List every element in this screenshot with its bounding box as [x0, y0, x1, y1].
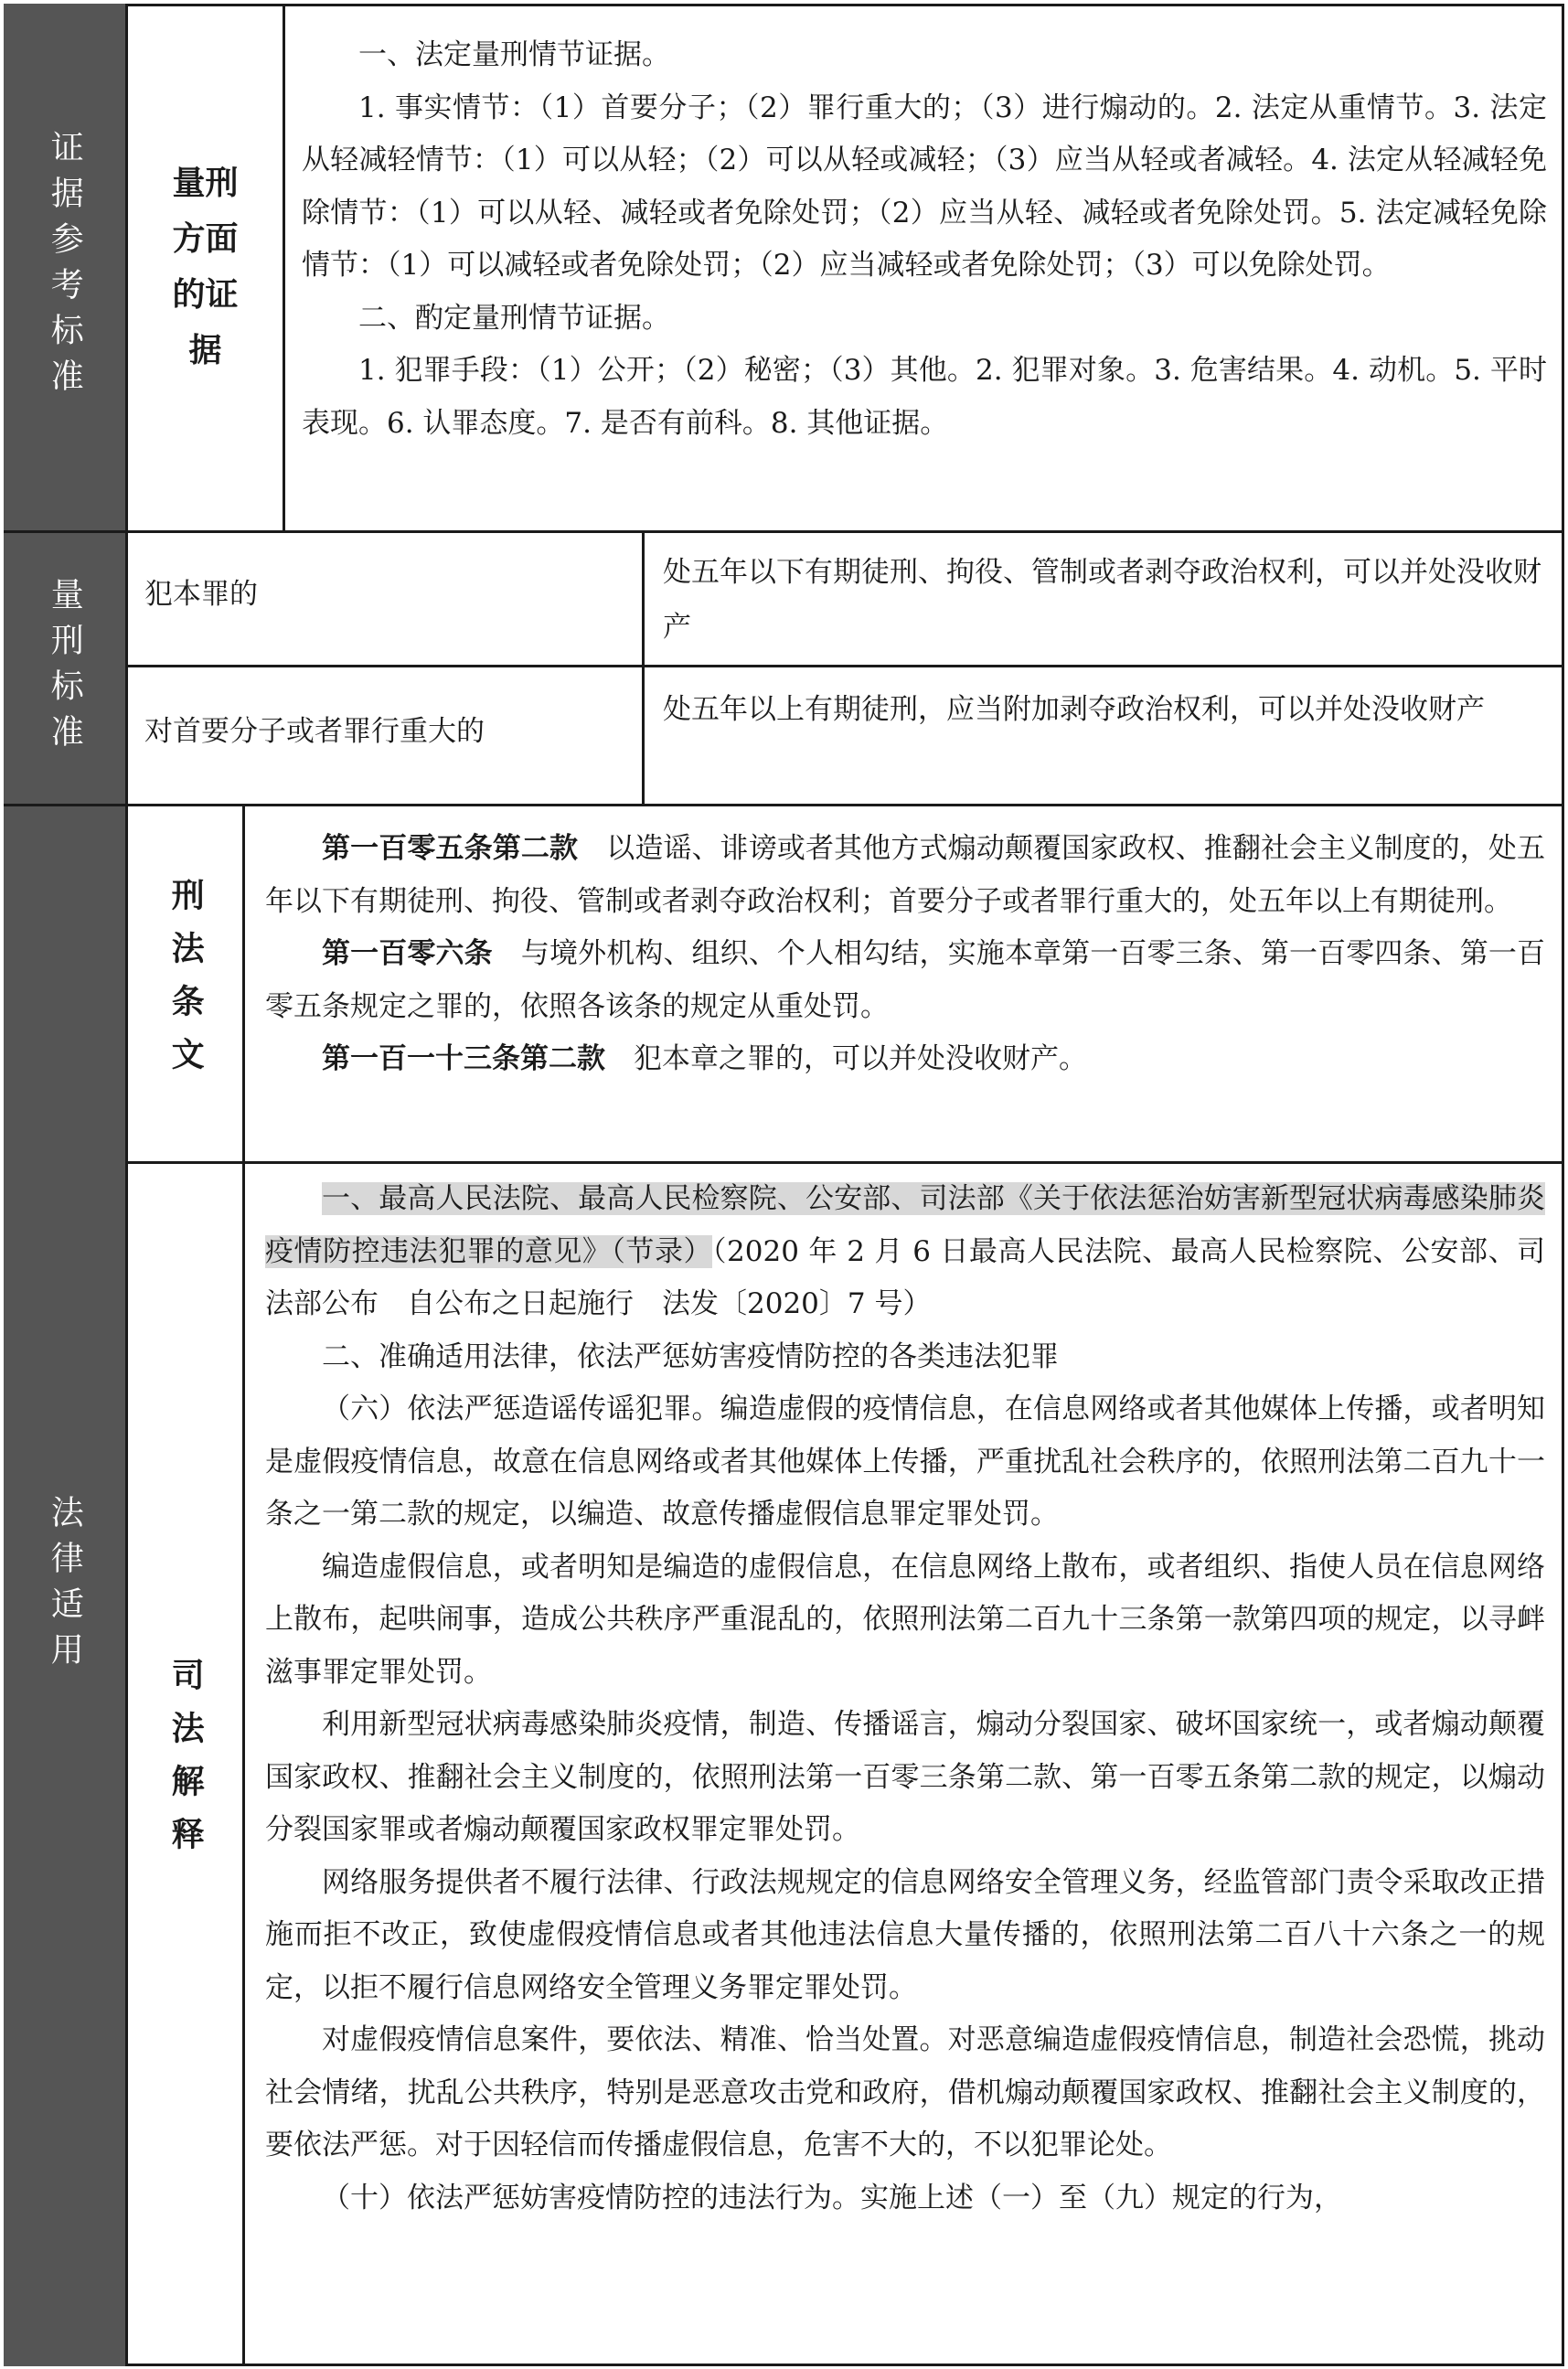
divider-evidence-sentencing — [4, 530, 1564, 533]
evidence-paragraph: 1. 事实情节：（1）首要分子；（2）罪行重大的；（3）进行煽动的。2. 法定从重情节。3. 法定从轻减轻情节：（1）可以从轻；（2）可以从轻或减轻；（3）应当从轻或者减轻。4. 法定从轻减轻免除情节：（1）可以从轻、减轻或者免除处罚；（2）应当从轻、减轻或者免除处罚。5. 法定减轻免除情节：（1）可以减轻或者免除处罚；（2）应当减轻或者免除处罚；（3）可以免除处罚。 — [302, 91, 1547, 282]
article-head: 第一百零五条第二款 — [322, 832, 579, 865]
sentencing-condition-1: 犯本罪的 — [144, 578, 258, 611]
section-sentencing-standard: 量刑标准 — [4, 533, 128, 804]
evidence-label — [128, 4, 283, 530]
interpretation-paragraph: （六）依法严惩造谣传谣犯罪。编造虚假的疫情信息，在信息网络或者其他媒体上传播，或者明知是虚假疫情信息，故意在信息网络或者其他媒体上传播，严重扰乱社会秩序的，依照刑法第二百九十一条之一第二款的规定，以编造、故意传播虚假信息罪定罪处罚。 — [265, 1393, 1545, 1531]
evidence-paragraph: 1. 犯罪手段：（1）公开；（2）秘密；（3）其他。2. 犯罪对象。3. 危害结果。4. 动机。5. 平时表现。6. 认罪态度。7. 是否有前科。8. 其他证据。 — [302, 354, 1547, 440]
interpretation-paragraph: 网络服务提供者不履行法律、行政法规规定的信息网络安全管理义务，经监管部门责令采取改正措施而拒不改正，致使虚假疫情信息或者其他违法信息大量传播的，依照刑法第二百八十六条之一的规定，以拒不履行信息网络安全管理义务罪定罪处罚。 — [265, 1865, 1545, 2004]
interpretation-paragraph: 二、准确适用法律，依法严惩妨害疫情防控的各类违法犯罪 — [322, 1339, 1059, 1373]
sentencing-condition-2: 对首要分子或者罪行重大的 — [144, 715, 485, 748]
interpretation-paragraph: 利用新型冠状病毒感染肺炎疫情，制造、传播谣言，煽动分裂国家、破坏国家统一，或者煽动颠覆国家政权、推翻社会主义制度的，依照刑法第一百零三条第二款、第一百零五条第二款的规定，以煽动分裂国家罪或者煽动颠覆国家政权罪定罪处罚。 — [265, 1708, 1545, 1846]
articles-body — [265, 823, 1545, 1086]
interpretation-label: 司法解释 — [166, 1658, 205, 1870]
interpretation-title: 一、最高人民法院、最高人民检察院、公安部、司法部《关于依法惩治妨害新型冠状病毒感染肺炎疫情防控违法犯罪的意见》（节录） — [265, 1182, 1545, 1268]
divider-sentencing-columns — [642, 530, 645, 805]
divider-sentencing-rows — [125, 665, 1564, 667]
sentencing-penalty-1: 处五年以下有期徒刑、拘役、管制或者剥夺政治权利，可以并处没收财产 — [663, 556, 1541, 644]
frame-right — [1562, 4, 1564, 2366]
article-item — [265, 823, 1545, 928]
article-head: 第一百一十三条第二款 — [322, 1042, 605, 1075]
interpretation-paragraph: 编造虚假信息，或者明知是编造的虚假信息，在信息网络上散布，或者组织、指使人员在信息网络上散布，起哄闹事，造成公共秩序严重混乱的，依照刑法第二百九十三条第一款第四项的规定，以寻衅滋事罪定罪处罚。 — [265, 1550, 1545, 1689]
divider-articles-interpretation — [125, 1161, 1564, 1164]
section-law-application: 法律适用 — [4, 806, 128, 2366]
article-text: 与境外机构、组织、个人相勾结，实施本章第一百零三条、第一百零四条、第一百零五条规定之罪的，依照各该条的规定从重处罚。 — [265, 937, 1546, 1023]
evidence-label-text: 量刑方面的证据 — [172, 164, 239, 370]
article-text: 犯本章之罪的，可以并处没收财产。 — [634, 1042, 1087, 1075]
evidence-paragraph: 二、酌定量刑情节证据。 — [358, 301, 670, 335]
evidence-body — [302, 29, 1547, 450]
sentencing-penalty-2: 处五年以上有期徒刑，应当附加剥夺政治权利，可以并处没收财产 — [663, 693, 1485, 726]
article-text: 以造谣、诽谤或者其他方式煽动颠覆国家政权、推翻社会主义制度的，处五年以下有期徒刑、拘役、管制或者剥夺政治权利；首要分子或者罪行重大的，处五年以上有期徒刑。 — [265, 832, 1546, 918]
evidence-paragraph: 一、法定量刑情节证据。 — [358, 38, 670, 71]
divider-law-label — [242, 805, 245, 2366]
interpretation-heading — [265, 1173, 1545, 1331]
article-item — [265, 928, 1545, 1033]
interpretation-body — [265, 1173, 1545, 2225]
articles-label: 刑法条文 — [166, 878, 205, 1090]
section-evidence-standard: 证据参考标准 — [4, 4, 128, 530]
interpretation-paragraph: （十）依法严惩妨害疫情防控的违法行为。实施上述（一）至（九）规定的行为， — [322, 2181, 1342, 2214]
article-item — [265, 1033, 1545, 1086]
interpretation-paragraph: 对虚假疫情信息案件，要依法、精准、恰当处置。对恶意编造虚假疫情信息，制造社会恐慌，挑动社会情绪，扰乱公共秩序，特别是恶意攻击党和政府，借机煽动颠覆国家政权、推翻社会主义制度的，要依法严惩。对于因轻信而传播虚假信息，危害不大的，不以犯罪论处。 — [265, 2023, 1545, 2161]
frame-bottom — [4, 2364, 1564, 2366]
interpretation-source: （2020 年 2 月 6 日最高人民法院、最高人民检察院、公安部、司法部公布 自公布之日起施行 法发〔2020〕7 号） — [265, 1234, 1546, 1320]
divider-evidence-label — [283, 4, 285, 531]
article-head: 第一百零六条 — [322, 937, 493, 970]
